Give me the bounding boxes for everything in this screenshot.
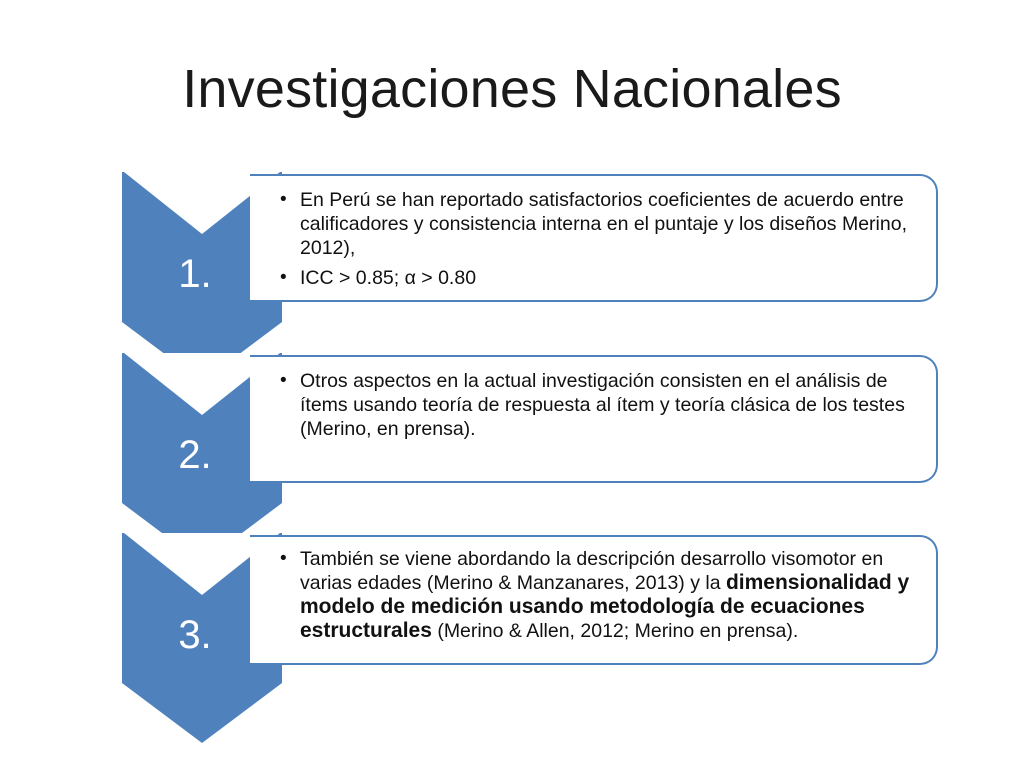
step-2-text-box (250, 355, 938, 483)
bullet-text-regular: También se viene abordando la descripción desarrollo visomotor en varias edades (Merino & Manzanares, 2013) y la (300, 548, 884, 594)
slide-title: Investigaciones Nacionales (182, 59, 842, 119)
step-1 (0, 172, 1024, 382)
step-1-bullet-2 (272, 266, 922, 290)
bullet-dot-icon: • (280, 548, 287, 569)
step-number-1: 1. (178, 252, 212, 296)
step-3-bullet-1 (272, 547, 922, 643)
step-number-2: 2. (178, 433, 212, 477)
step-3-text-box (250, 535, 938, 665)
step-3 (0, 533, 1024, 743)
bullet-dot-icon: • (280, 189, 287, 210)
step-1-bullet-1 (272, 188, 922, 260)
bullet-text: ICC > 0.85; α > 0.80 (300, 267, 477, 289)
step-number-3: 3. (178, 613, 212, 657)
bullet-dot-icon: • (280, 267, 287, 288)
bullet-dot-icon: • (280, 370, 287, 391)
step-2 (0, 353, 1024, 563)
bullet-text-bold: dimensionalidad y modelo de medición usando metodología de ecuaciones estructurales (300, 571, 910, 642)
step-1-text-box (250, 174, 938, 302)
bullet-text-regular-end: (Merino & Allen, 2012; Merino en prensa). (431, 620, 799, 642)
bullet-text: En Perú se han reportado satisfactorios coeficientes de acuerdo entre calificadores y consistencia interna en el puntaje y los diseños Merino, 2012), (300, 189, 907, 259)
bullet-text: Otros aspectos en la actual investigación consisten en el análisis de ítems usando teoría de respuesta al ítem y teoría clásica de los testes (Merino, en prensa). (300, 370, 905, 440)
step-2-bullet-1 (272, 369, 922, 441)
